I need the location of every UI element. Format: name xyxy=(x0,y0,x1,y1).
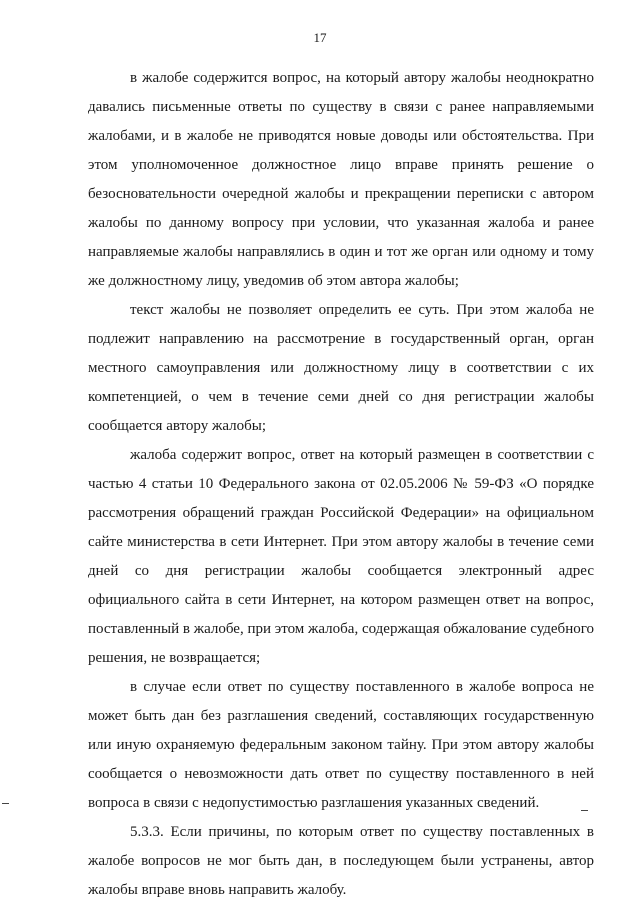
page-number: 17 xyxy=(313,30,327,45)
paragraph-5-3-3: 5.3.3. Если причины, по которым ответ по существу поставленных в жалобе вопросов не мог быть дан, в последующем были устранены, автор жалобы вправе вновь направить жалобу. xyxy=(88,824,594,898)
paragraph-unclear-text: текст жалобы не позволяет определить ее суть. При этом жалоба не подлежит направлению на рассмотрение в государственный орган, орган местного самоуправления или должностному лицу в соответствии с их компетенцией, о чем в течение семи дней со дня регистрации жалобы сообщается автору жалобы; xyxy=(88,302,594,434)
paragraph-answer-published: жалоба содержит вопрос, ответ на который размещен в соответствии с частью 4 статьи 10 Федерального закона от 02.05.2006 № 59-ФЗ «О порядке рассмотрения обращений граждан Российской Федерации» на официальном сайте министерства в сети Интернет. При этом автору жалобы в течение семи дней со дня регистрации жалобы сообщается электронный адрес официального сайта в сети Интернет, на котором размещен ответ на вопрос, поставленный в жалобе, при этом жалоба, содержащая обжалование судебного решения, не возвращается; xyxy=(88,447,594,666)
paragraph-repeated-question: в жалобе содержится вопрос, на который автору жалобы неоднократно давались письменные ответы по существу в связи с ранее направляемыми жалобами, и в жалобе не приводятся новые доводы или обстоятельства. При этом уполномоченное должностное лицо вправе принять решение о безосновательности очередной жалобы и прекращении переписки с автором жалобы по данному вопросу при условии, что указанная жалоба и ранее направляемые жалобы направлялись в один и тот же орган или одному и тому же должностному лицу, уведомив об этом автора жалобы; xyxy=(88,70,594,289)
paragraph-state-secret: в случае если ответ по существу поставленного в жалобе вопроса не может быть дан без разглашения сведений, составляющих государственную или иную охраняемую федеральным законом тайну. При этом автору жалобы сообщается о невозможности дать ответ по существу поставленного в ней вопроса в связи с недопустимостью разглашения указанных сведений. xyxy=(88,679,594,811)
left-margin-mark xyxy=(2,803,9,804)
document-body xyxy=(88,64,594,905)
right-margin-mark xyxy=(581,810,588,811)
